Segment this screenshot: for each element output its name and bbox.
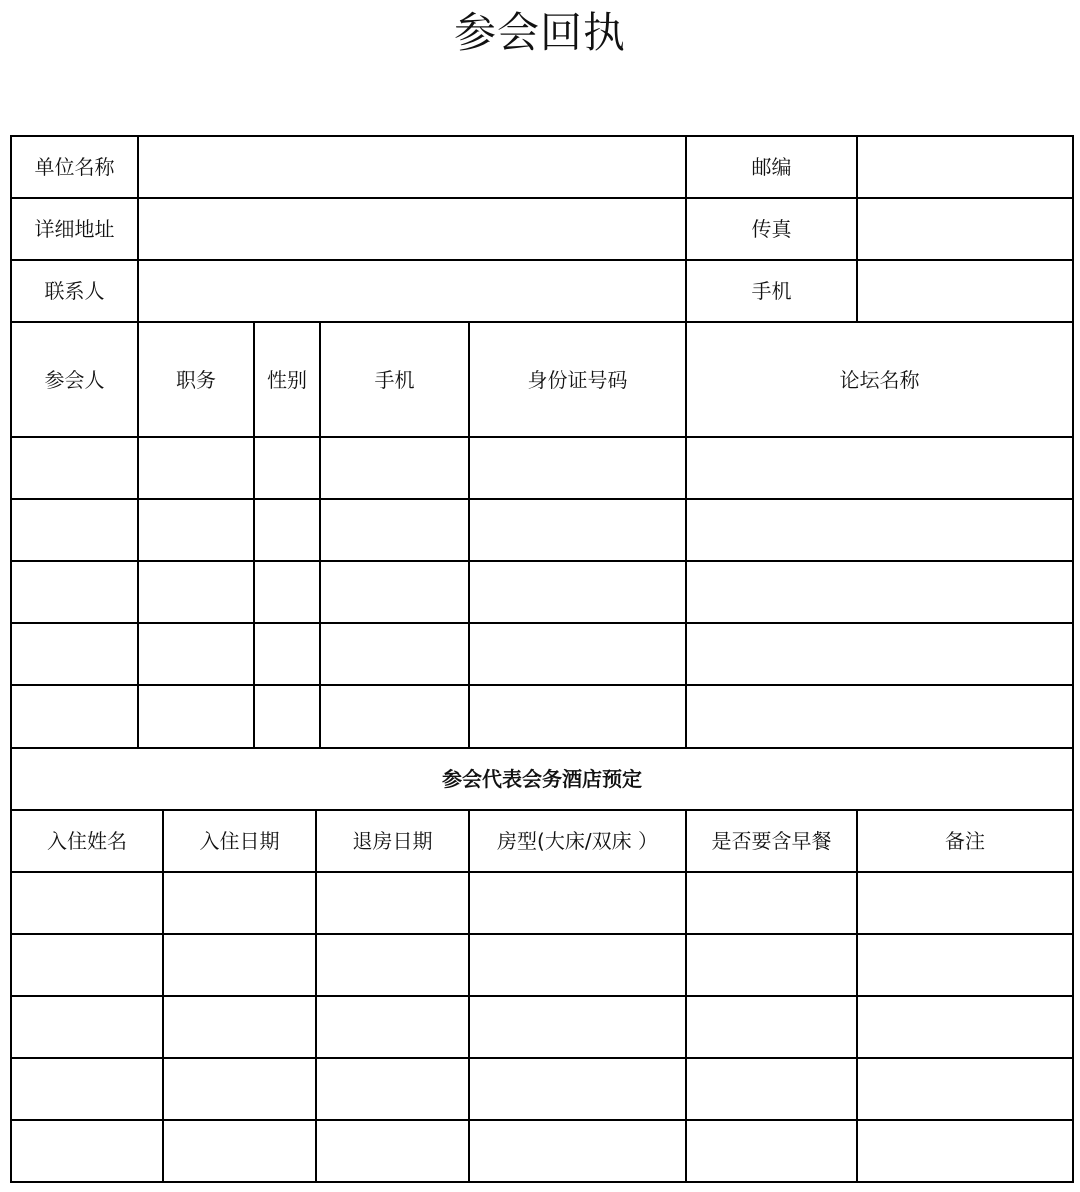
grid-line (10, 1057, 1074, 1059)
hotel-section-title: 参会代表会务酒店预定 (442, 767, 642, 791)
header-position: 职务 (176, 367, 216, 392)
grid-line (856, 135, 858, 323)
grid-line (10, 684, 1074, 686)
grid-line (10, 933, 1074, 935)
header-guest-name: 入住姓名 (47, 829, 127, 853)
grid-line (1072, 135, 1074, 1183)
label-fax: 传真 (751, 217, 792, 241)
header-remarks: 备注 (945, 829, 985, 853)
page-title: 参会回执 (453, 8, 626, 57)
label-contact: 联系人 (44, 279, 105, 303)
label-address: 详细地址 (34, 217, 115, 241)
grid-line (10, 436, 1074, 438)
grid-line (10, 995, 1074, 997)
header-gender: 性别 (267, 367, 307, 392)
header-breakfast: 是否要含早餐 (711, 829, 832, 853)
label-unit-name: 单位名称 (34, 155, 115, 179)
grid-line (10, 560, 1074, 562)
grid-line (10, 1181, 1074, 1183)
label-postcode: 邮编 (751, 155, 792, 179)
header-room-type: 房型(大床/双床 ） (497, 829, 658, 853)
grid-line (137, 135, 139, 748)
grid-line (10, 871, 1074, 873)
grid-line (10, 197, 1074, 199)
grid-line (10, 135, 1074, 137)
header-id-number: 身份证号码 (527, 367, 628, 392)
grid-line (10, 259, 1074, 261)
header-checkin-date: 入住日期 (199, 829, 280, 853)
grid-line (10, 1119, 1074, 1121)
header-mobile: 手机 (374, 367, 415, 392)
header-forum-name: 论坛名称 (839, 367, 920, 392)
header-attendee: 参会人 (44, 367, 105, 392)
grid-line (10, 622, 1074, 624)
header-checkout-date: 退房日期 (352, 829, 433, 853)
grid-line (10, 498, 1074, 500)
label-mobile: 手机 (751, 279, 792, 303)
